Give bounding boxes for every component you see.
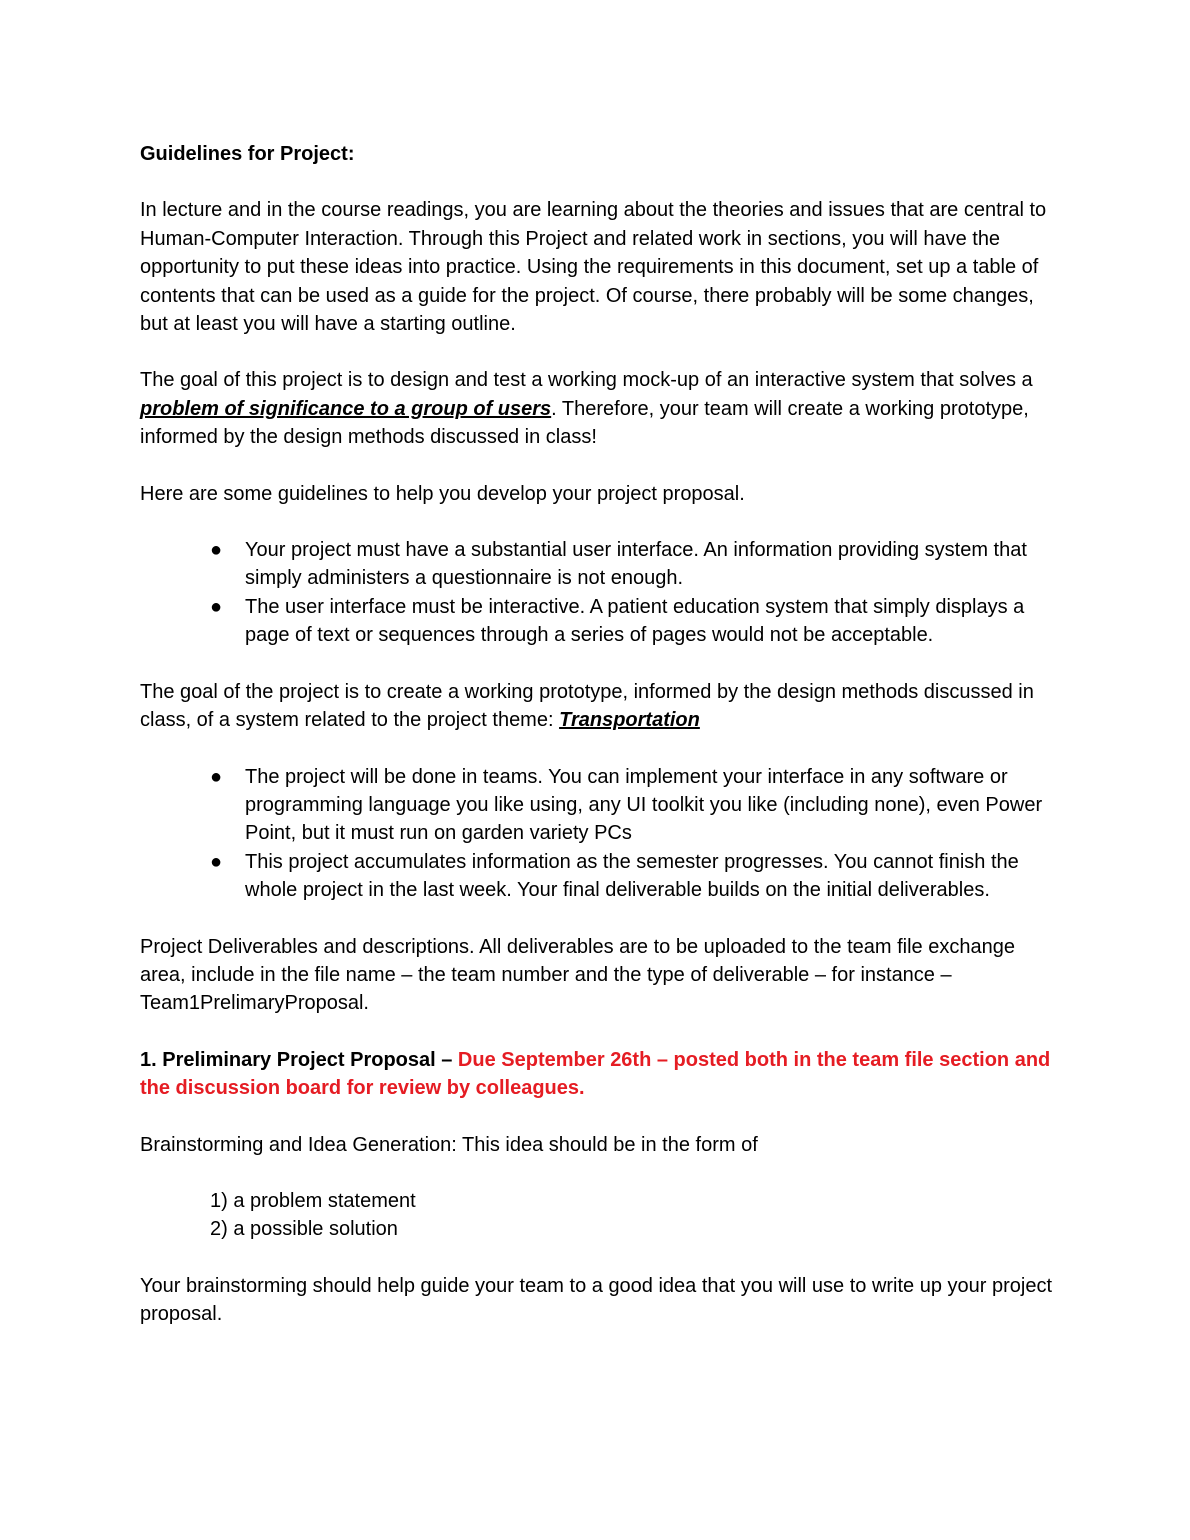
list-item-text: This project accumulates information as the semester progresses. You cannot finish the whole project in the last week. Your final deliverable builds on the initial deliverables.	[245, 850, 1019, 902]
page-title: Guidelines for Project:	[140, 143, 355, 165]
bullet-icon: ●	[210, 850, 223, 873]
goal-text-after: . Therefore, your team will create a working prototype, informed by the design methods discussed in class!	[140, 397, 1029, 449]
deliverable-heading	[140, 1046, 1060, 1103]
list-item: 1) a problem statement	[210, 1189, 416, 1212]
list-item-text: Your project must have a substantial user interface. An information providing system that simply administers a questionnaire is not enough.	[245, 539, 1027, 590]
document-page	[140, 140, 1060, 1357]
theme-text-before: The goal of the project is to create a working prototype, informed by the design methods discussed in class, of a system related to the project theme:	[140, 680, 1034, 732]
list-item	[210, 536, 1060, 593]
theme-paragraph	[140, 678, 1060, 735]
list-item	[210, 763, 1060, 848]
closing-paragraph: Your brainstorming should help guide your team to a good idea that you will use to write up your project proposal.	[140, 1274, 1053, 1326]
intro-paragraph: In lecture and in the course readings, you are learning about the theories and issues that are central to Human-Computer Interaction. Through this Project and related work in sections, you will have the opportunity to put these ideas into practice. Using the requirements in this document, set up a table of contents that can be used as a guide for the project. Of course, there probably will be some changes, but at least you will have a starting outline.	[140, 199, 1047, 336]
list-item	[210, 848, 1060, 905]
guidelines-intro: Here are some guidelines to help you develop your project proposal.	[140, 482, 745, 505]
project-theme: Transportation	[559, 709, 700, 732]
guidelines-list	[140, 536, 1060, 650]
list-item: 2) a possible solution	[210, 1218, 398, 1241]
brainstorm-list	[140, 1187, 1060, 1244]
deliverable-due-date: Due September 26th – posted both in the team file section and the discussion board for review by colleagues.	[140, 1048, 1051, 1100]
team-guidelines-list	[140, 763, 1060, 905]
list-item-text: The user interface must be interactive. A patient education system that simply displays a page of text or sequences through a series of pages would not be acceptable.	[245, 595, 1025, 647]
list-item-text: The project will be done in teams. You can implement your interface in any software or programming language you like using, any UI toolkit you like (including none), even Power Point, but it must run on garden variety PCs	[245, 765, 1043, 845]
brainstorm-intro: Brainstorming and Idea Generation: This idea should be in the form of	[140, 1133, 758, 1156]
goal-emphasis: problem of significance to a group of users	[140, 397, 552, 420]
list-item	[210, 593, 1060, 650]
bullet-icon: ●	[210, 595, 223, 618]
goal-text-before: The goal of this project is to design and test a working mock-up of an interactive system that solves a	[140, 369, 1033, 392]
bullet-icon: ●	[210, 765, 223, 788]
deliverables-intro: Project Deliverables and descriptions. All deliverables are to be uploaded to the team file exchange area, include in the file name – the team number and the type of deliverable – for instance – Team1PrelimaryProposal.	[140, 935, 1015, 1015]
bullet-icon: ●	[210, 539, 223, 562]
goal-paragraph	[140, 366, 1060, 451]
deliverable-title: 1. Preliminary Project Proposal –	[140, 1048, 458, 1071]
